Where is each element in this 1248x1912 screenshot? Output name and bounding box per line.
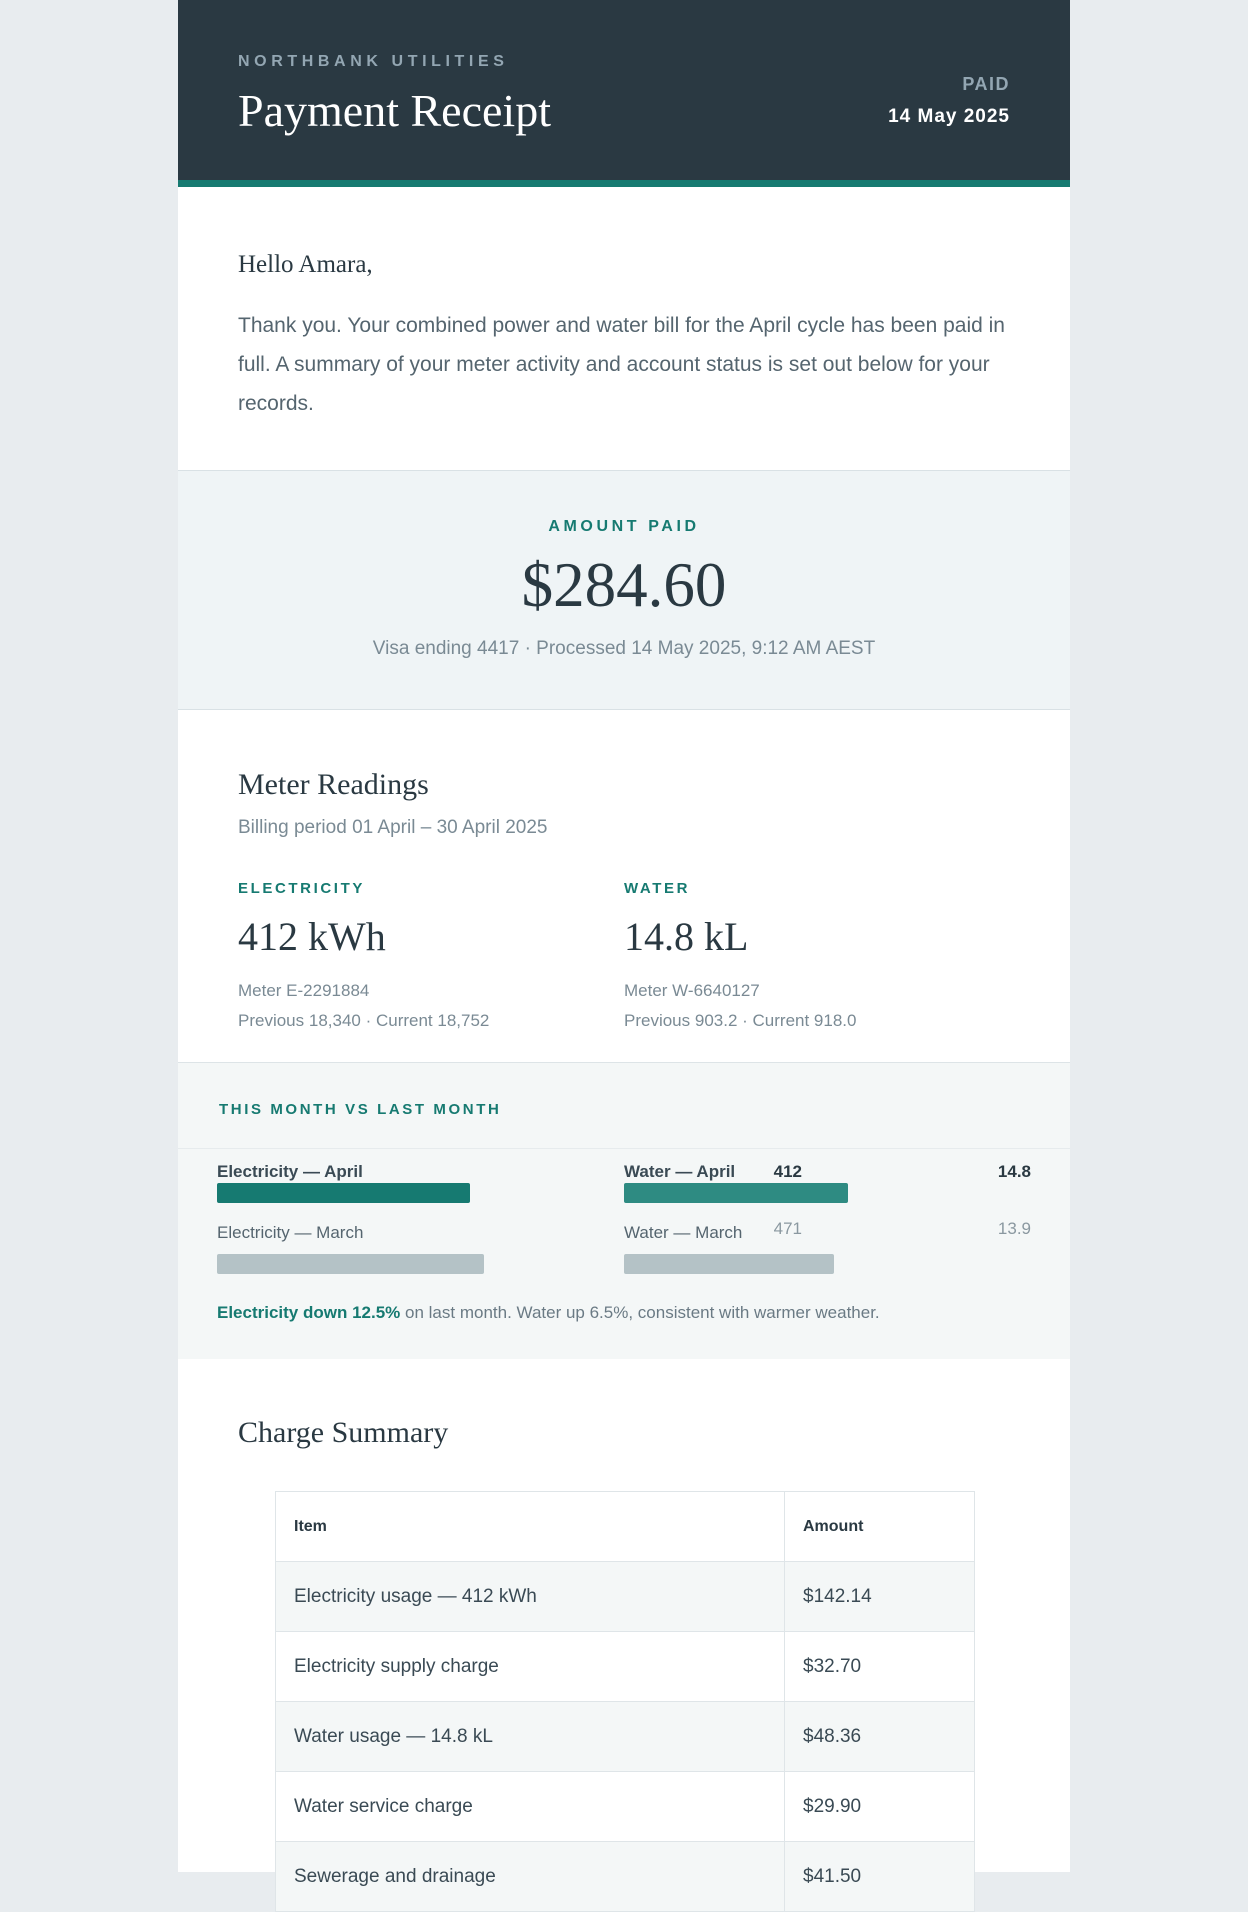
charge-item: Sewerage and drainage bbox=[276, 1842, 785, 1912]
water-march-bar bbox=[624, 1254, 834, 1274]
electricity-meter bbox=[238, 880, 558, 1031]
comparison-title: THIS MONTH VS LAST MONTH bbox=[219, 1101, 502, 1118]
meter-readings-title: Meter Readings bbox=[238, 768, 429, 801]
charge-amount: $142.14 bbox=[785, 1562, 975, 1632]
water-meter bbox=[624, 880, 944, 1031]
water-april-value: 14.8 bbox=[997, 1162, 1031, 1181]
receipt-date: 14 May 2025 bbox=[888, 106, 1010, 127]
greeting: Hello Amara, bbox=[238, 251, 373, 278]
electricity-march-value: 471 bbox=[773, 1219, 802, 1238]
comparison-note-text: on last month. Water up 6.5%, consistent with warmer weather. bbox=[400, 1303, 880, 1322]
amount-paid-label: AMOUNT PAID bbox=[548, 518, 700, 535]
charge-summary-table bbox=[275, 1491, 975, 1912]
electricity-april-value: 412 bbox=[773, 1162, 802, 1181]
usage-comparison-panel bbox=[178, 1062, 1070, 1359]
charge-amount: $29.90 bbox=[785, 1772, 975, 1842]
receipt-card bbox=[178, 0, 1070, 1887]
water-march-label: Water — March bbox=[624, 1223, 743, 1242]
charge-amount: $32.70 bbox=[785, 1632, 975, 1702]
column-header-amount: Amount bbox=[785, 1492, 975, 1562]
comparison-note bbox=[217, 1303, 880, 1323]
payment-details: Visa ending 4417 · Processed 14 May 2025, 9:12 AM AEST bbox=[372, 638, 876, 659]
water-meter-id: Meter W-6640127 bbox=[624, 981, 760, 1000]
table-row bbox=[276, 1562, 975, 1632]
column-header-item: Item bbox=[276, 1492, 785, 1562]
table-row bbox=[276, 1772, 975, 1842]
table-row bbox=[276, 1702, 975, 1772]
electricity-meter-id: Meter E-2291884 bbox=[238, 981, 370, 1000]
charge-item: Water service charge bbox=[276, 1772, 785, 1842]
charge-item: Water usage — 14.8 kL bbox=[276, 1702, 785, 1772]
electricity-april-label: Electricity — April bbox=[217, 1162, 363, 1181]
intro-text: Thank you. Your combined power and water bill for the April cycle has been paid in full. A summary of your meter activity and account status is set out below for your records. bbox=[238, 314, 1005, 415]
water-label: WATER bbox=[624, 880, 691, 897]
charge-item: Electricity usage — 412 kWh bbox=[276, 1562, 785, 1632]
water-april-bar bbox=[624, 1183, 848, 1203]
water-readings: Previous 903.2 · Current 918.0 bbox=[624, 1011, 857, 1030]
table-row bbox=[276, 1842, 975, 1912]
comparison-highlight: Electricity down 12.5% bbox=[217, 1303, 401, 1322]
water-usage: 14.8 kL bbox=[624, 914, 749, 959]
table-header-row bbox=[276, 1492, 975, 1562]
charge-summary-title: Charge Summary bbox=[238, 1416, 449, 1449]
receipt-header bbox=[178, 0, 1070, 187]
electricity-march-bar bbox=[217, 1254, 484, 1274]
page-title: Payment Receipt bbox=[238, 85, 551, 136]
table-row bbox=[276, 1632, 975, 1702]
electricity-march-label: Electricity — March bbox=[217, 1223, 364, 1242]
billing-period: Billing period 01 April – 30 April 2025 bbox=[238, 817, 548, 838]
charge-amount: $41.50 bbox=[785, 1842, 975, 1912]
electricity-usage: 412 kWh bbox=[238, 914, 386, 959]
water-march-value: 13.9 bbox=[997, 1219, 1031, 1238]
charge-amount: $48.36 bbox=[785, 1702, 975, 1772]
electricity-readings: Previous 18,340 · Current 18,752 bbox=[238, 1011, 490, 1030]
amount-paid-value: $284.60 bbox=[521, 550, 727, 620]
electricity-april-bar bbox=[217, 1183, 470, 1203]
payment-status-badge: PAID bbox=[962, 74, 1010, 94]
charge-item: Electricity supply charge bbox=[276, 1632, 785, 1702]
amount-paid-panel bbox=[178, 470, 1070, 710]
water-april-label: Water — April bbox=[624, 1162, 736, 1181]
brand-name: NORTHBANK UTILITIES bbox=[238, 53, 509, 70]
electricity-label: ELECTRICITY bbox=[238, 880, 365, 897]
comparison-header bbox=[178, 1063, 1070, 1149]
